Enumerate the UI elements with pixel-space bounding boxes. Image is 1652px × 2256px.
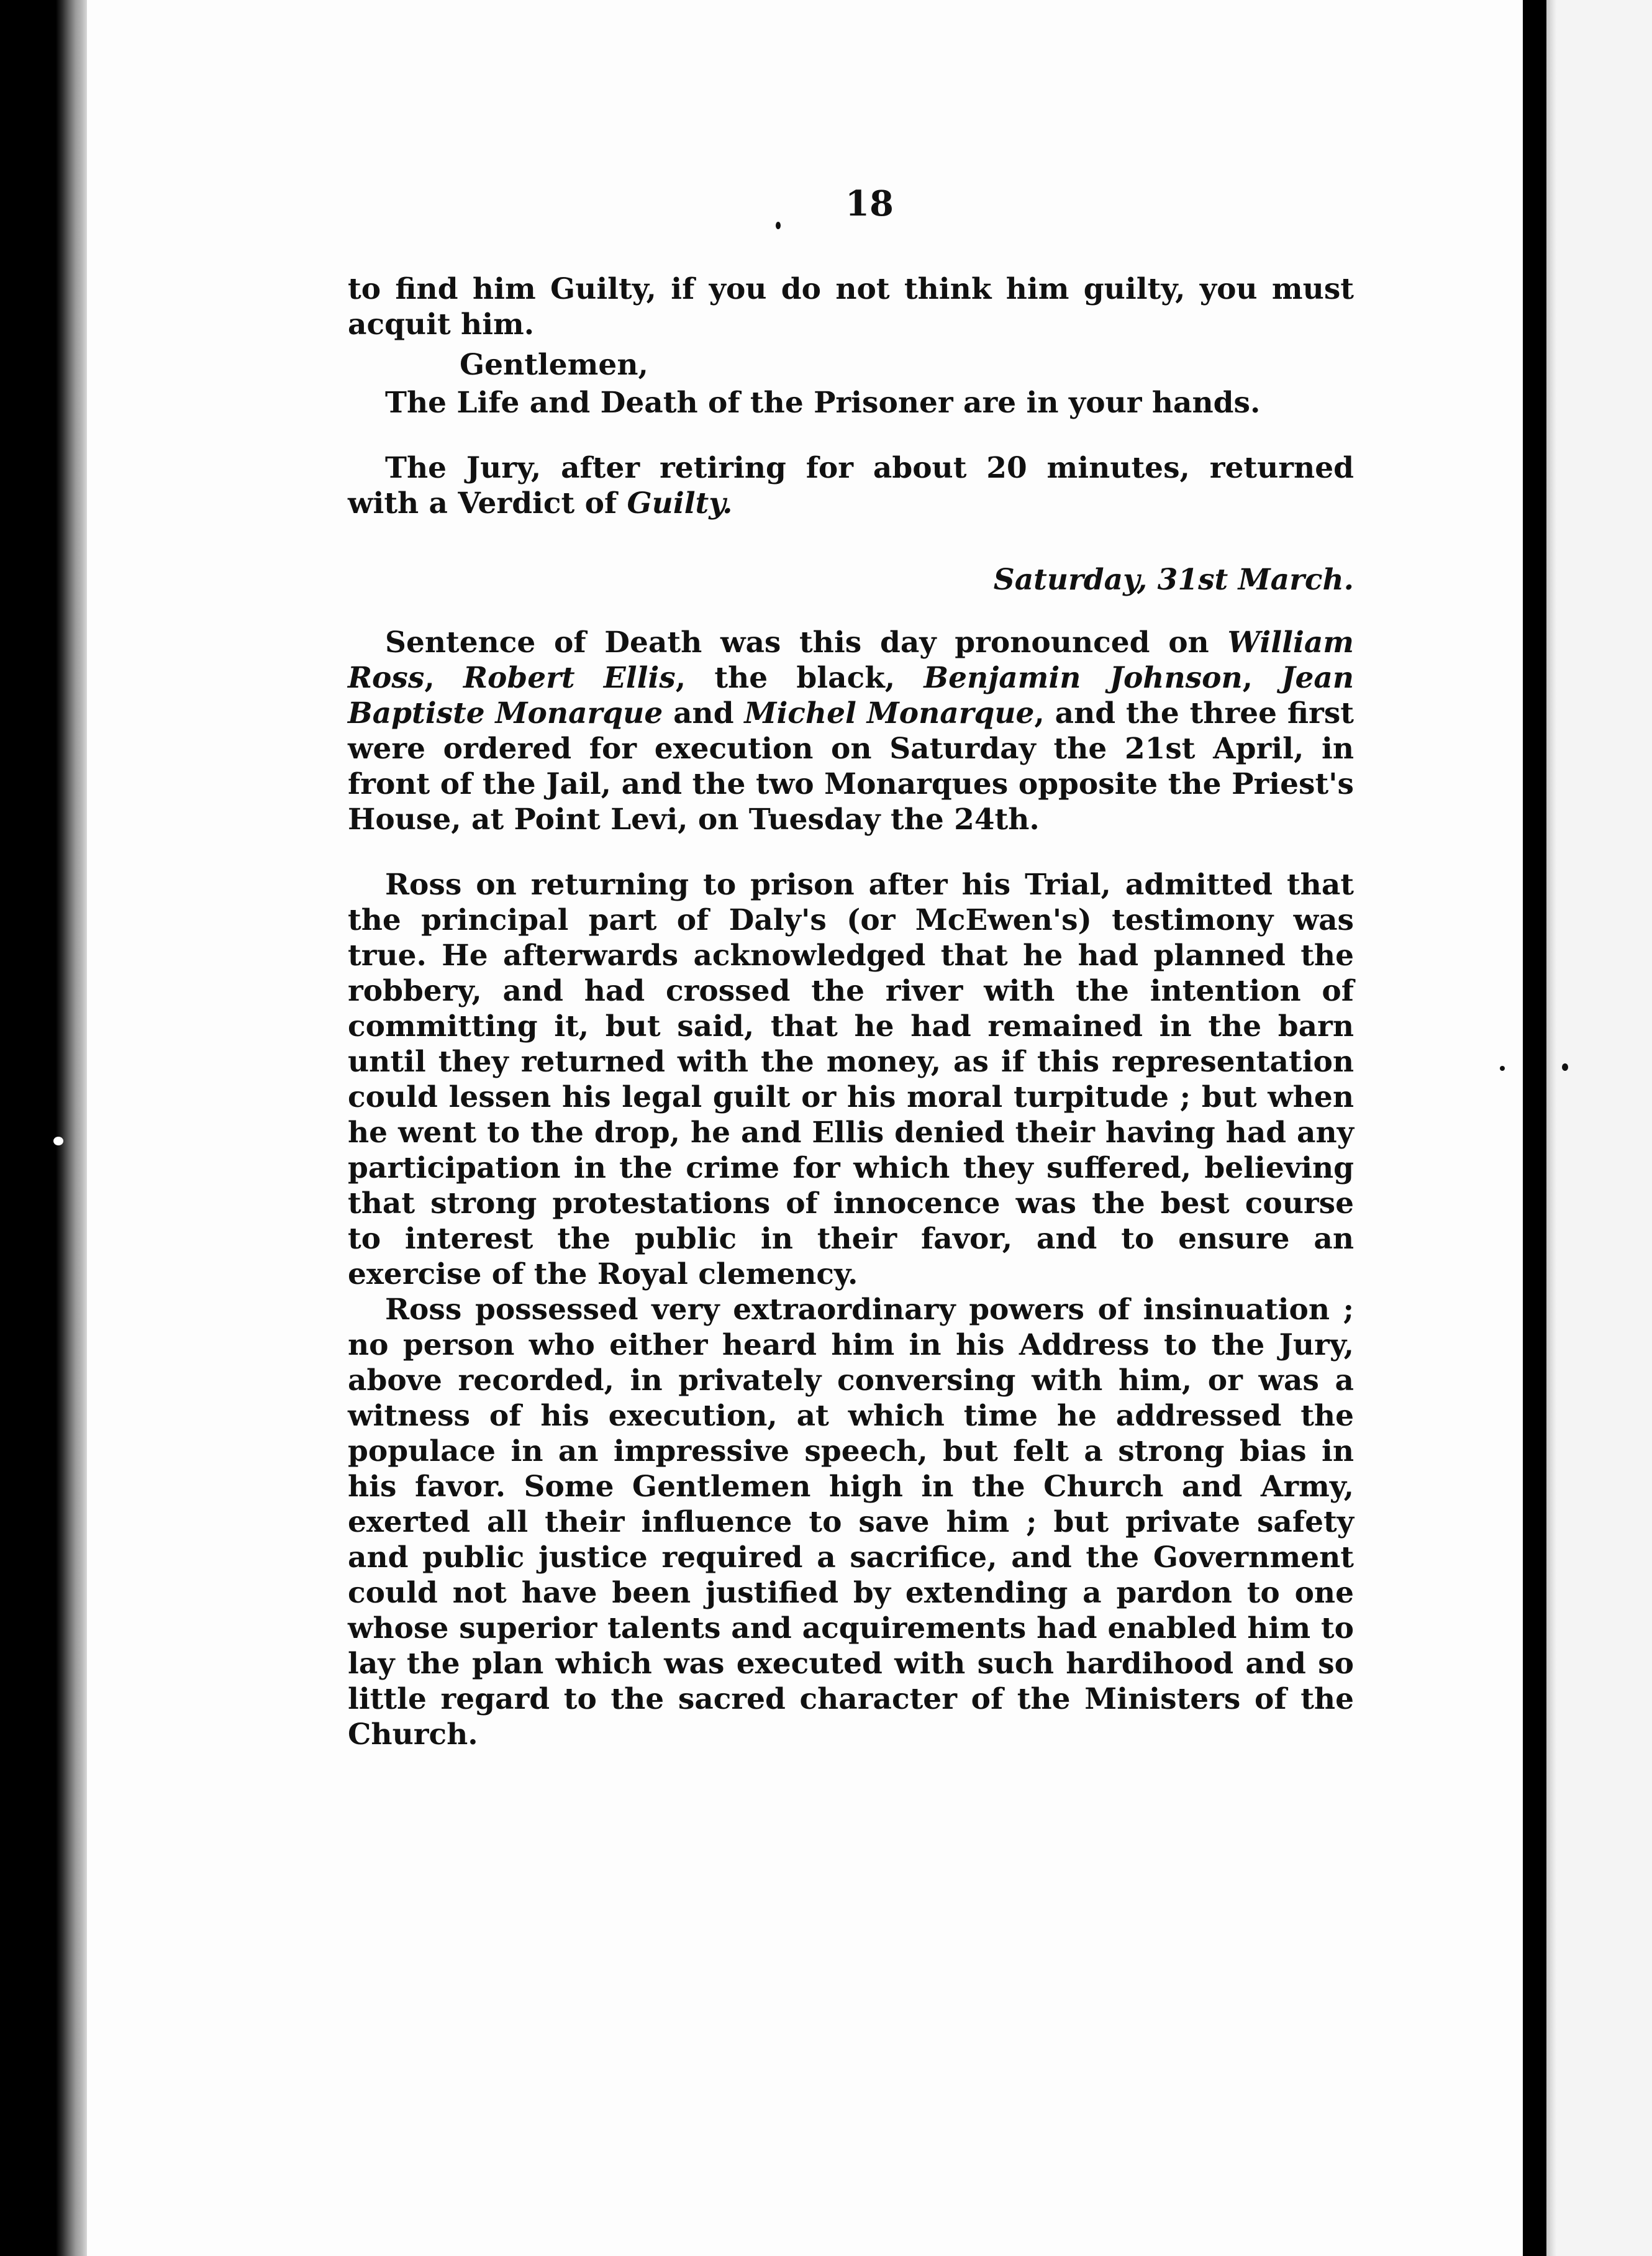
name-michel-monarque: Michel Monarque — [744, 696, 1035, 730]
name-robert-ellis: Robert Ellis — [463, 661, 676, 695]
dateline: Saturday, 31st March. — [993, 563, 1354, 597]
verdict-word: Guilty. — [627, 486, 733, 521]
paragraph-acquit: to find him Guilty, if you do not think him guilty, you must acquit him. — [348, 272, 1354, 342]
name-benjamin-johnson: Benjamin Johnson — [924, 661, 1243, 695]
scan-speck — [1562, 1063, 1568, 1071]
salutation: Gentlemen, — [460, 348, 648, 382]
paragraph-sentence — [348, 625, 1354, 837]
book-binding-edge — [0, 0, 87, 2256]
sentence-text: , — [1242, 661, 1282, 695]
page-gutter — [1523, 0, 1546, 2256]
facing-page-edge — [1546, 0, 1652, 2256]
sentence-text: Sentence of Death was this day pronounced on — [385, 625, 1228, 660]
name-jean-baptiste-monarque: Jean Baptiste Monarque — [348, 661, 1355, 730]
sentence-text: , the black, — [675, 661, 924, 695]
paragraph-ross-insinuation: Ross possessed very extraordinary powers of insinuation ; no person who either heard him in his Address to the Jury, above recorded, in privately conversing with him, or was a witness of his execution, at which time he addressed the populace in an impressive speech, but felt a strong bias in his favor. Some Gentlemen high in the Church and Army, exerted all their influence to save him ; but private safety and public justice required a sacrifice, and the Government could not have been justified by extending a pardon to one whose superior talents and acquirements had enabled him to lay the plan which was executed with such hardihood and so little regard to the sacred character of the Ministers of the Church. — [348, 1293, 1354, 1752]
page-text — [348, 183, 1355, 1752]
sentence-text: , — [424, 661, 463, 695]
name-william-ross: William Ross — [348, 625, 1354, 695]
paragraph-verdict — [348, 450, 1354, 521]
scan-speck — [53, 1137, 63, 1145]
sentence-text: , and the three first were ordered for execution on Saturday the 21st April, in front of the Jail, and the two Monarques opposite the Priest's House, at Point Levi, on Tuesday the 24th. — [348, 696, 1354, 837]
scan-speck — [1500, 1066, 1505, 1071]
sentence-text: and — [663, 696, 745, 730]
paragraph-life-death: The Life and Death of the Prisoner are in your hands. — [385, 386, 1261, 420]
page-number: 18 — [845, 183, 894, 224]
paragraph-ross-confession: Ross on returning to prison after his Trial, admitted that the principal part of Daly's (or McEwen's) testimony was true. He afterwards acknowledged that he had planned the robbery, and had crossed the river with the intention of committing it, but said, that he had remained in the barn until they returned with the money, as if this representation could lessen his legal guilt or his moral turpitude ; but when he went to the drop, he and Ellis denied their having had any participation in the crime for which they suffered, believing that strong protestations of innocence was the best course to interest the public in their favor, and to ensure an exercise of the Royal clemency. — [348, 868, 1354, 1291]
facing-page-shadow — [1546, 0, 1556, 2256]
verdict-text: The Jury, after retiring for about 20 minutes, returned with a Verdict of — [348, 451, 1354, 521]
